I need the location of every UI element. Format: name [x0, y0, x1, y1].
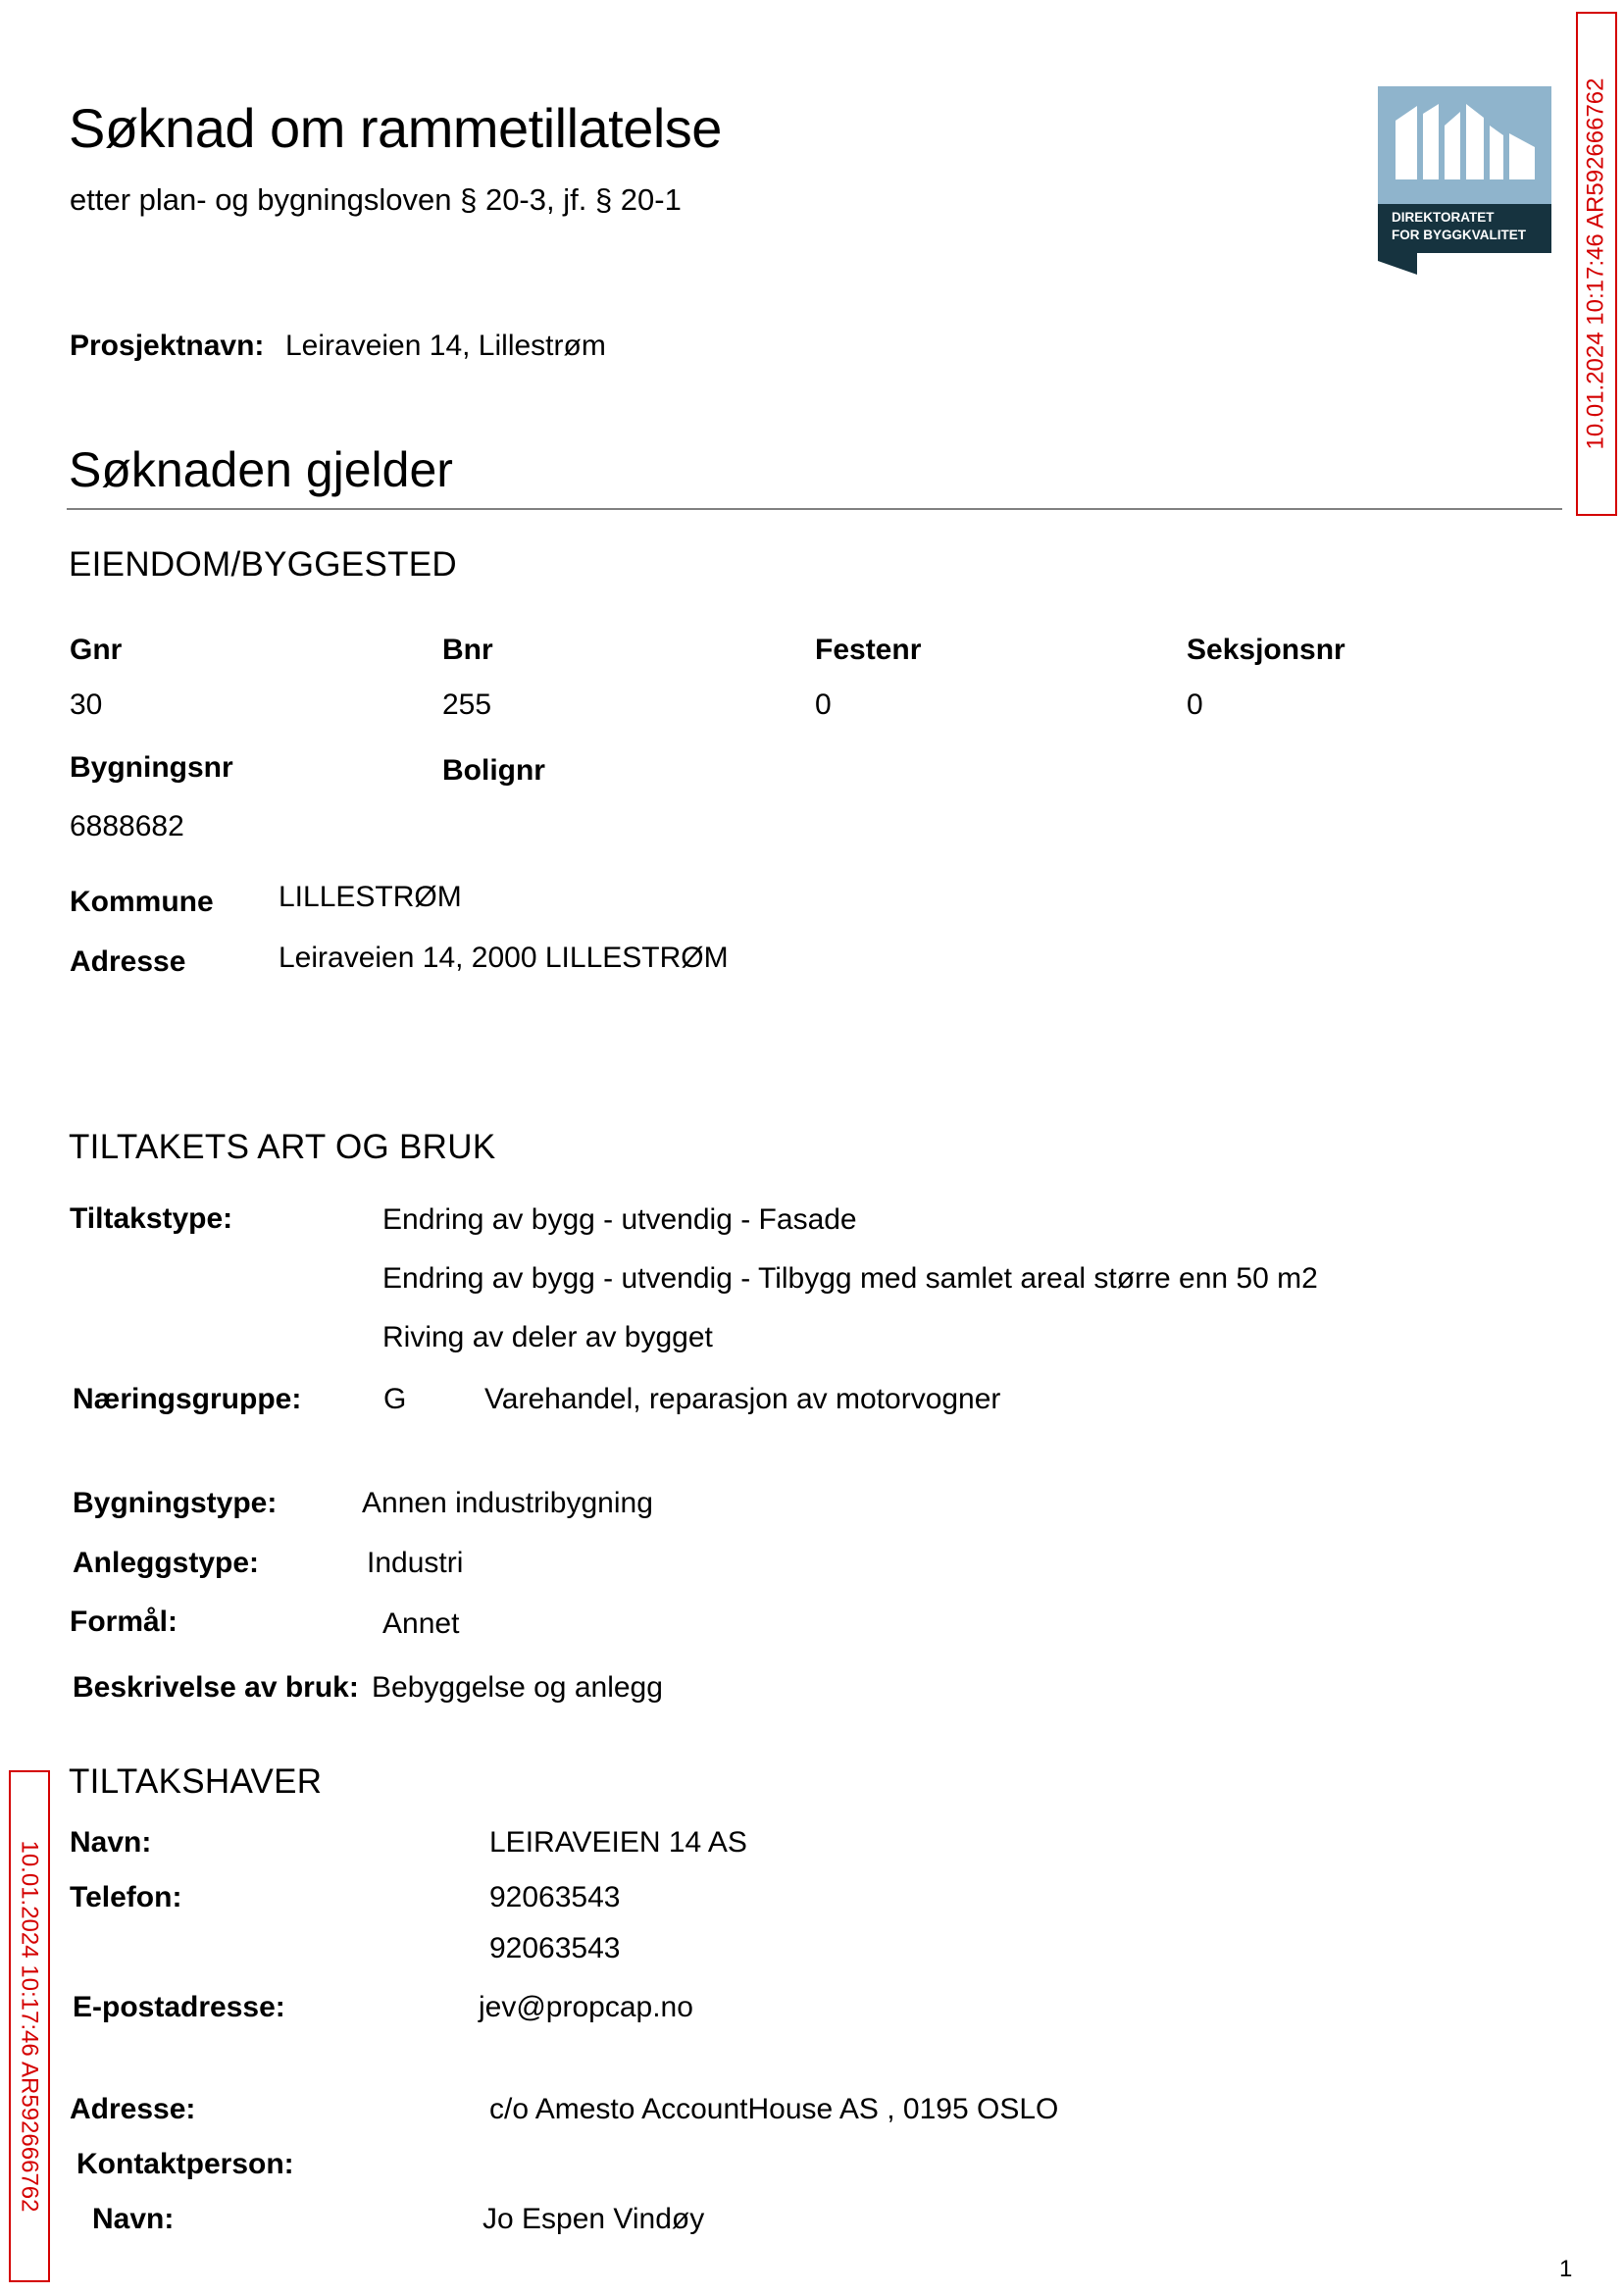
project-name-value: Leiraveien 14, Lillestrøm [285, 330, 606, 362]
contact-name-label: Navn: [92, 2203, 175, 2235]
owner-heading: TILTAKSHAVER [69, 1762, 323, 1801]
bygningsnr-label: Bygningsnr [70, 751, 233, 784]
tiltakstype-label: Tiltakstype: [70, 1202, 233, 1235]
contact-person-label: Kontaktperson: [76, 2148, 294, 2180]
section-divider [67, 508, 1562, 510]
kommune-label: Kommune [70, 886, 214, 918]
logo-line-1: DIREKTORATET [1392, 210, 1495, 225]
seksjonsnr-label: Seksjonsnr [1187, 634, 1345, 666]
owner-phone-label: Telefon: [70, 1881, 182, 1913]
bruk-value: Bebyggelse og anlegg [372, 1671, 663, 1704]
owner-name-label: Navn: [70, 1826, 152, 1859]
measure-heading: TILTAKETS ART OG BRUK [69, 1128, 496, 1166]
bnr-value: 255 [442, 688, 492, 721]
bnr-label: Bnr [442, 634, 493, 666]
bygningstype-value: Annen industribygning [362, 1487, 653, 1519]
anleggstype-value: Industri [367, 1547, 464, 1579]
page-number: 1 [1559, 2256, 1573, 2282]
formal-label: Formål: [70, 1606, 178, 1638]
owner-email-value: jev@propcap.no [479, 1991, 693, 2023]
project-name-label: Prosjektnavn: [70, 330, 265, 362]
date-stamp-top-text: 10.01.2024 10:17:46 AR592666762 [1583, 77, 1609, 450]
anleggstype-label: Anleggstype: [73, 1547, 260, 1579]
tiltakstype-item-2: Endring av bygg - utvendig - Tilbygg med samlet areal større enn 50 m2 [382, 1262, 1318, 1295]
page-title: Søknad om rammetillatelse [69, 97, 722, 159]
bygningsnr-value: 6888682 [70, 810, 184, 842]
dibk-logo-icon [1378, 86, 1551, 275]
bygningstype-label: Bygningstype: [73, 1487, 278, 1519]
adresse-label: Adresse [70, 945, 186, 978]
tiltakstype-item-1: Endring av bygg - utvendig - Fasade [382, 1203, 857, 1236]
contact-name-value: Jo Espen Vindøy [482, 2203, 705, 2235]
tiltakstype-item-3: Riving av deler av bygget [382, 1321, 713, 1353]
bruk-label: Beskrivelse av bruk: [73, 1671, 359, 1704]
owner-name-value: LEIRAVEIEN 14 AS [489, 1826, 747, 1859]
owner-phone-value: 92063543 [489, 1881, 621, 1913]
owner-address-label: Adresse: [70, 2093, 196, 2125]
date-stamp-left [9, 1770, 50, 2282]
naeringsgruppe-code: G [383, 1383, 407, 1415]
property-heading: EIENDOM/BYGGESTED [69, 545, 457, 584]
owner-address-value: c/o Amesto AccountHouse AS , 0195 OSLO [489, 2093, 1059, 2125]
naeringsgruppe-value: Varehandel, reparasjon av motorvogner [484, 1383, 1001, 1415]
gnr-value: 30 [70, 688, 103, 721]
naeringsgruppe-label: Næringsgruppe: [73, 1383, 302, 1415]
adresse-value: Leiraveien 14, 2000 LILLESTRØM [279, 942, 729, 974]
formal-value: Annet [382, 1607, 460, 1640]
bolignr-label: Bolignr [442, 754, 545, 787]
gnr-label: Gnr [70, 634, 123, 666]
kommune-value: LILLESTRØM [279, 881, 462, 913]
logo-line-2: FOR BYGGKVALITET [1392, 228, 1526, 242]
owner-email-label: E-postadresse: [73, 1991, 285, 2023]
festenr-label: Festenr [815, 634, 922, 666]
festenr-value: 0 [815, 688, 832, 721]
seksjonsnr-value: 0 [1187, 688, 1203, 721]
date-stamp-left-text: 10.01.2024 10:17:46 AR592666762 [17, 1840, 43, 2213]
owner-phone-value-2: 92063543 [489, 1932, 621, 1964]
page-subtitle: etter plan- og bygningsloven § 20-3, jf. § 20-1 [70, 182, 682, 217]
section-heading: Søknaden gjelder [69, 442, 453, 497]
date-stamp-top [1576, 12, 1617, 516]
